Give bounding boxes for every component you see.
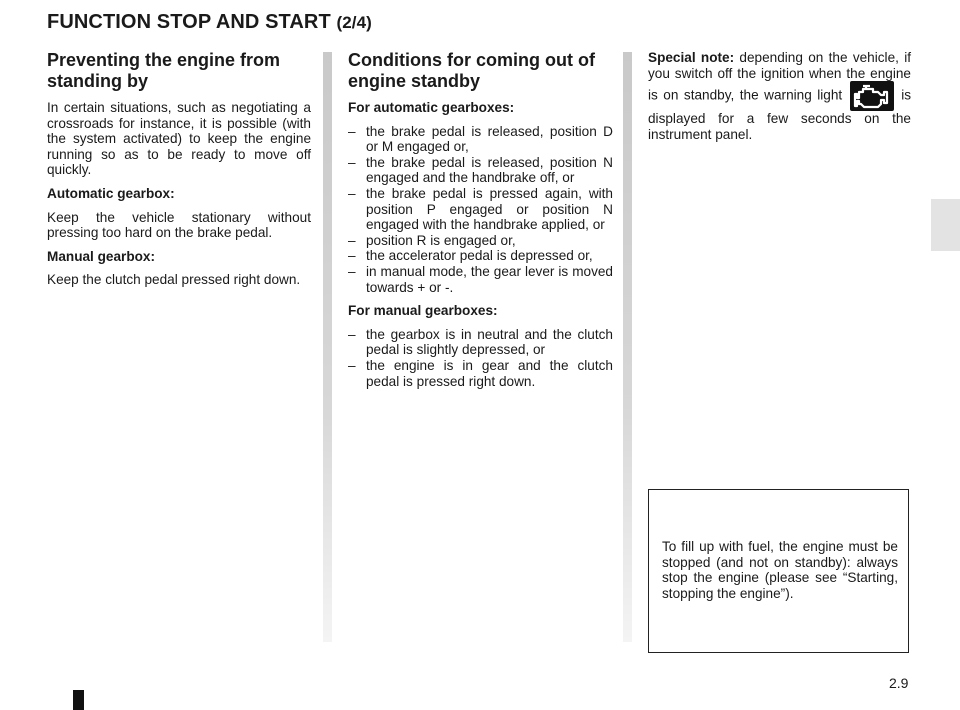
- manual-conditions-list: [348, 327, 613, 389]
- special-note-text-after: is displayed for a few seconds on the instrument panel.: [648, 87, 912, 142]
- list-item: – the engine is in gear and the clutch pedal is pressed right down.: [348, 358, 613, 389]
- automatic-gearbox-text: Keep the vehicle stationary without pressing too hard on the brake pedal.: [47, 209, 311, 241]
- page-title: [47, 11, 372, 34]
- list-item: – the brake pedal is released, position N engaged and the handbrake off, or: [348, 155, 613, 186]
- list-item: – the brake pedal is pressed again, with position P engaged or position N engaged with the handbrake applied, or: [348, 186, 613, 233]
- corner-mark: [73, 690, 84, 710]
- manual-gearbox-heading: Manual gearbox:: [47, 248, 156, 264]
- manual-gearbox-text: Keep the clutch pedal pressed right down.: [47, 272, 301, 288]
- list-item: – position R is engaged or,: [348, 233, 613, 249]
- column-coming-out-of-standby: [348, 50, 613, 397]
- column-preventing-standby: [47, 50, 311, 296]
- page-number: 2.9: [889, 675, 909, 691]
- section-heading-conditions: Conditions for coming out of engine standby: [348, 50, 595, 91]
- automatic-gearboxes-heading: For automatic gearboxes:: [348, 100, 515, 115]
- column-special-note: [648, 50, 911, 150]
- list-item: – the gearbox is in neutral and the clutch pedal is slightly depressed, or: [348, 327, 613, 358]
- intro-paragraph: In certain situations, such as negotiating a crossroads for instance, it is possible (with the system activated) to keep the engine running so as to be ready to move off quickly.: [47, 100, 311, 178]
- automatic-gearbox-heading: Automatic gearbox:: [47, 185, 175, 201]
- automatic-conditions-list: [348, 124, 613, 296]
- section-heading-preventing: Preventing the engine from standing by: [47, 50, 281, 91]
- refuelling-notice-text: To fill up with fuel, the engine must be stopped (and not on standby): always stop the engine (please see “Starting, stopping the engine”).: [662, 539, 898, 601]
- special-note-text-before: depending on the vehicle, if you switch off the ignition when the engine is on standby, the warning light: [648, 50, 911, 103]
- column-divider-left: [323, 52, 332, 642]
- manual-gearboxes-heading: For manual gearboxes:: [348, 303, 498, 319]
- engine-warning-icon: [850, 81, 894, 111]
- special-note: [648, 50, 911, 142]
- special-note-label: Special note:: [648, 50, 735, 65]
- list-item: – the brake pedal is released, position D or M engaged or,: [348, 124, 613, 155]
- refuelling-notice-box: [648, 489, 909, 653]
- chapter-side-tab: [931, 199, 960, 251]
- list-item: – the accelerator pedal is depressed or,: [348, 248, 613, 264]
- page-title-text: FUNCTION STOP AND START: [47, 11, 331, 33]
- list-item: – in manual mode, the gear lever is moved towards + or -.: [348, 264, 613, 295]
- column-divider-right: [623, 52, 632, 642]
- page-title-part: (2/4): [336, 13, 372, 32]
